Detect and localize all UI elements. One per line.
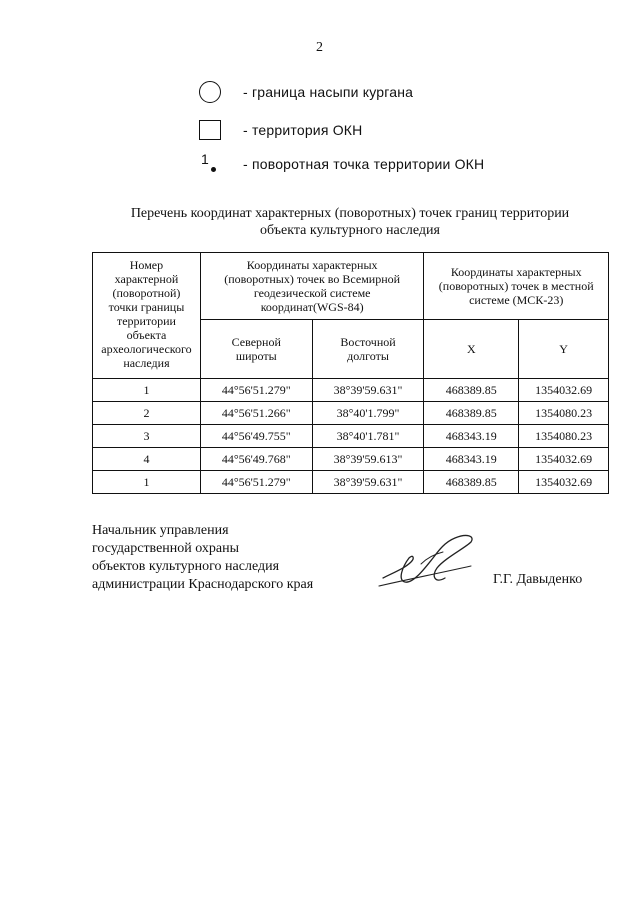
legend-item-turning-point: [199, 152, 484, 176]
header-north-latitude: Северной широты: [200, 320, 312, 379]
legend-item-mound-boundary: [199, 80, 413, 104]
signer-position: [92, 522, 313, 594]
point-icon: [199, 153, 221, 175]
header-y: Y: [519, 320, 609, 379]
page-number: 2: [316, 40, 323, 55]
cell-latitude: 44°56'51.266": [200, 402, 312, 425]
legend-text: - поворотная точка территории ОКН: [243, 156, 485, 172]
signer-line: администрации Краснодарского края: [92, 577, 314, 592]
header-x: X: [424, 320, 519, 379]
table-header-row: [93, 253, 609, 320]
table-row: [93, 471, 609, 494]
table-row: [93, 448, 609, 471]
cell-longitude: 38°39'59.613": [312, 448, 424, 471]
cell-longitude: 38°39'59.631": [312, 471, 424, 494]
signer-line: Начальник управления: [92, 523, 229, 538]
cell-point-number: 1: [93, 471, 201, 494]
legend-text: - территория ОКН: [243, 122, 363, 138]
cell-longitude: 38°39'59.631": [312, 379, 424, 402]
cell-x: 468389.85: [424, 379, 519, 402]
legend-item-territory: [199, 118, 362, 142]
handwritten-signature: [375, 528, 485, 593]
cell-y: 1354032.69: [519, 471, 609, 494]
coordinates-table: [92, 252, 609, 494]
list-title: [60, 205, 639, 239]
circle-icon: [199, 81, 221, 103]
cell-x: 468389.85: [424, 402, 519, 425]
cell-y: 1354032.69: [519, 379, 609, 402]
signer-line: объектов культурного наследия: [92, 559, 280, 574]
cell-point-number: 2: [93, 402, 201, 425]
cell-point-number: 3: [93, 425, 201, 448]
cell-x: 468343.19: [424, 425, 519, 448]
cell-y: 1354080.23: [519, 425, 609, 448]
header-point-number: Номер характерной (поворотной) точки границы территории объекта археологического наследия: [93, 253, 201, 379]
table-row: [93, 402, 609, 425]
cell-longitude: 38°40'1.781": [312, 425, 424, 448]
cell-latitude: 44°56'51.279": [200, 471, 312, 494]
header-msk23-group: Координаты характерных (поворотных) точек в местной системе (МСК-23): [424, 253, 609, 320]
header-east-longitude: Восточной долготы: [312, 320, 424, 379]
table-row: [93, 425, 609, 448]
table-row: [93, 379, 609, 402]
cell-y: 1354080.23: [519, 402, 609, 425]
cell-latitude: 44°56'49.768": [200, 448, 312, 471]
cell-latitude: 44°56'49.755": [200, 425, 312, 448]
header-wgs84-group: Координаты характерных (поворотных) точек во Всемирной геодезической системе координат(WGS-84): [200, 253, 424, 320]
cell-point-number: 4: [93, 448, 201, 471]
cell-y: 1354032.69: [519, 448, 609, 471]
cell-x: 468389.85: [424, 471, 519, 494]
point-number: 1: [201, 151, 209, 167]
cell-point-number: 1: [93, 379, 201, 402]
list-title-line: объекта культурного наследия: [260, 223, 440, 238]
square-icon: [199, 120, 221, 140]
signer-name: Г.Г. Давыденко: [493, 572, 583, 587]
cell-latitude: 44°56'51.279": [200, 379, 312, 402]
cell-longitude: 38°40'1.799": [312, 402, 424, 425]
signer-line: государственной охраны: [92, 541, 240, 556]
legend-text: - граница насыпи кургана: [243, 84, 414, 100]
cell-x: 468343.19: [424, 448, 519, 471]
point-dot: [211, 167, 216, 172]
list-title-line: Перечень координат характерных (поворотных) точек границ территории: [130, 206, 570, 221]
